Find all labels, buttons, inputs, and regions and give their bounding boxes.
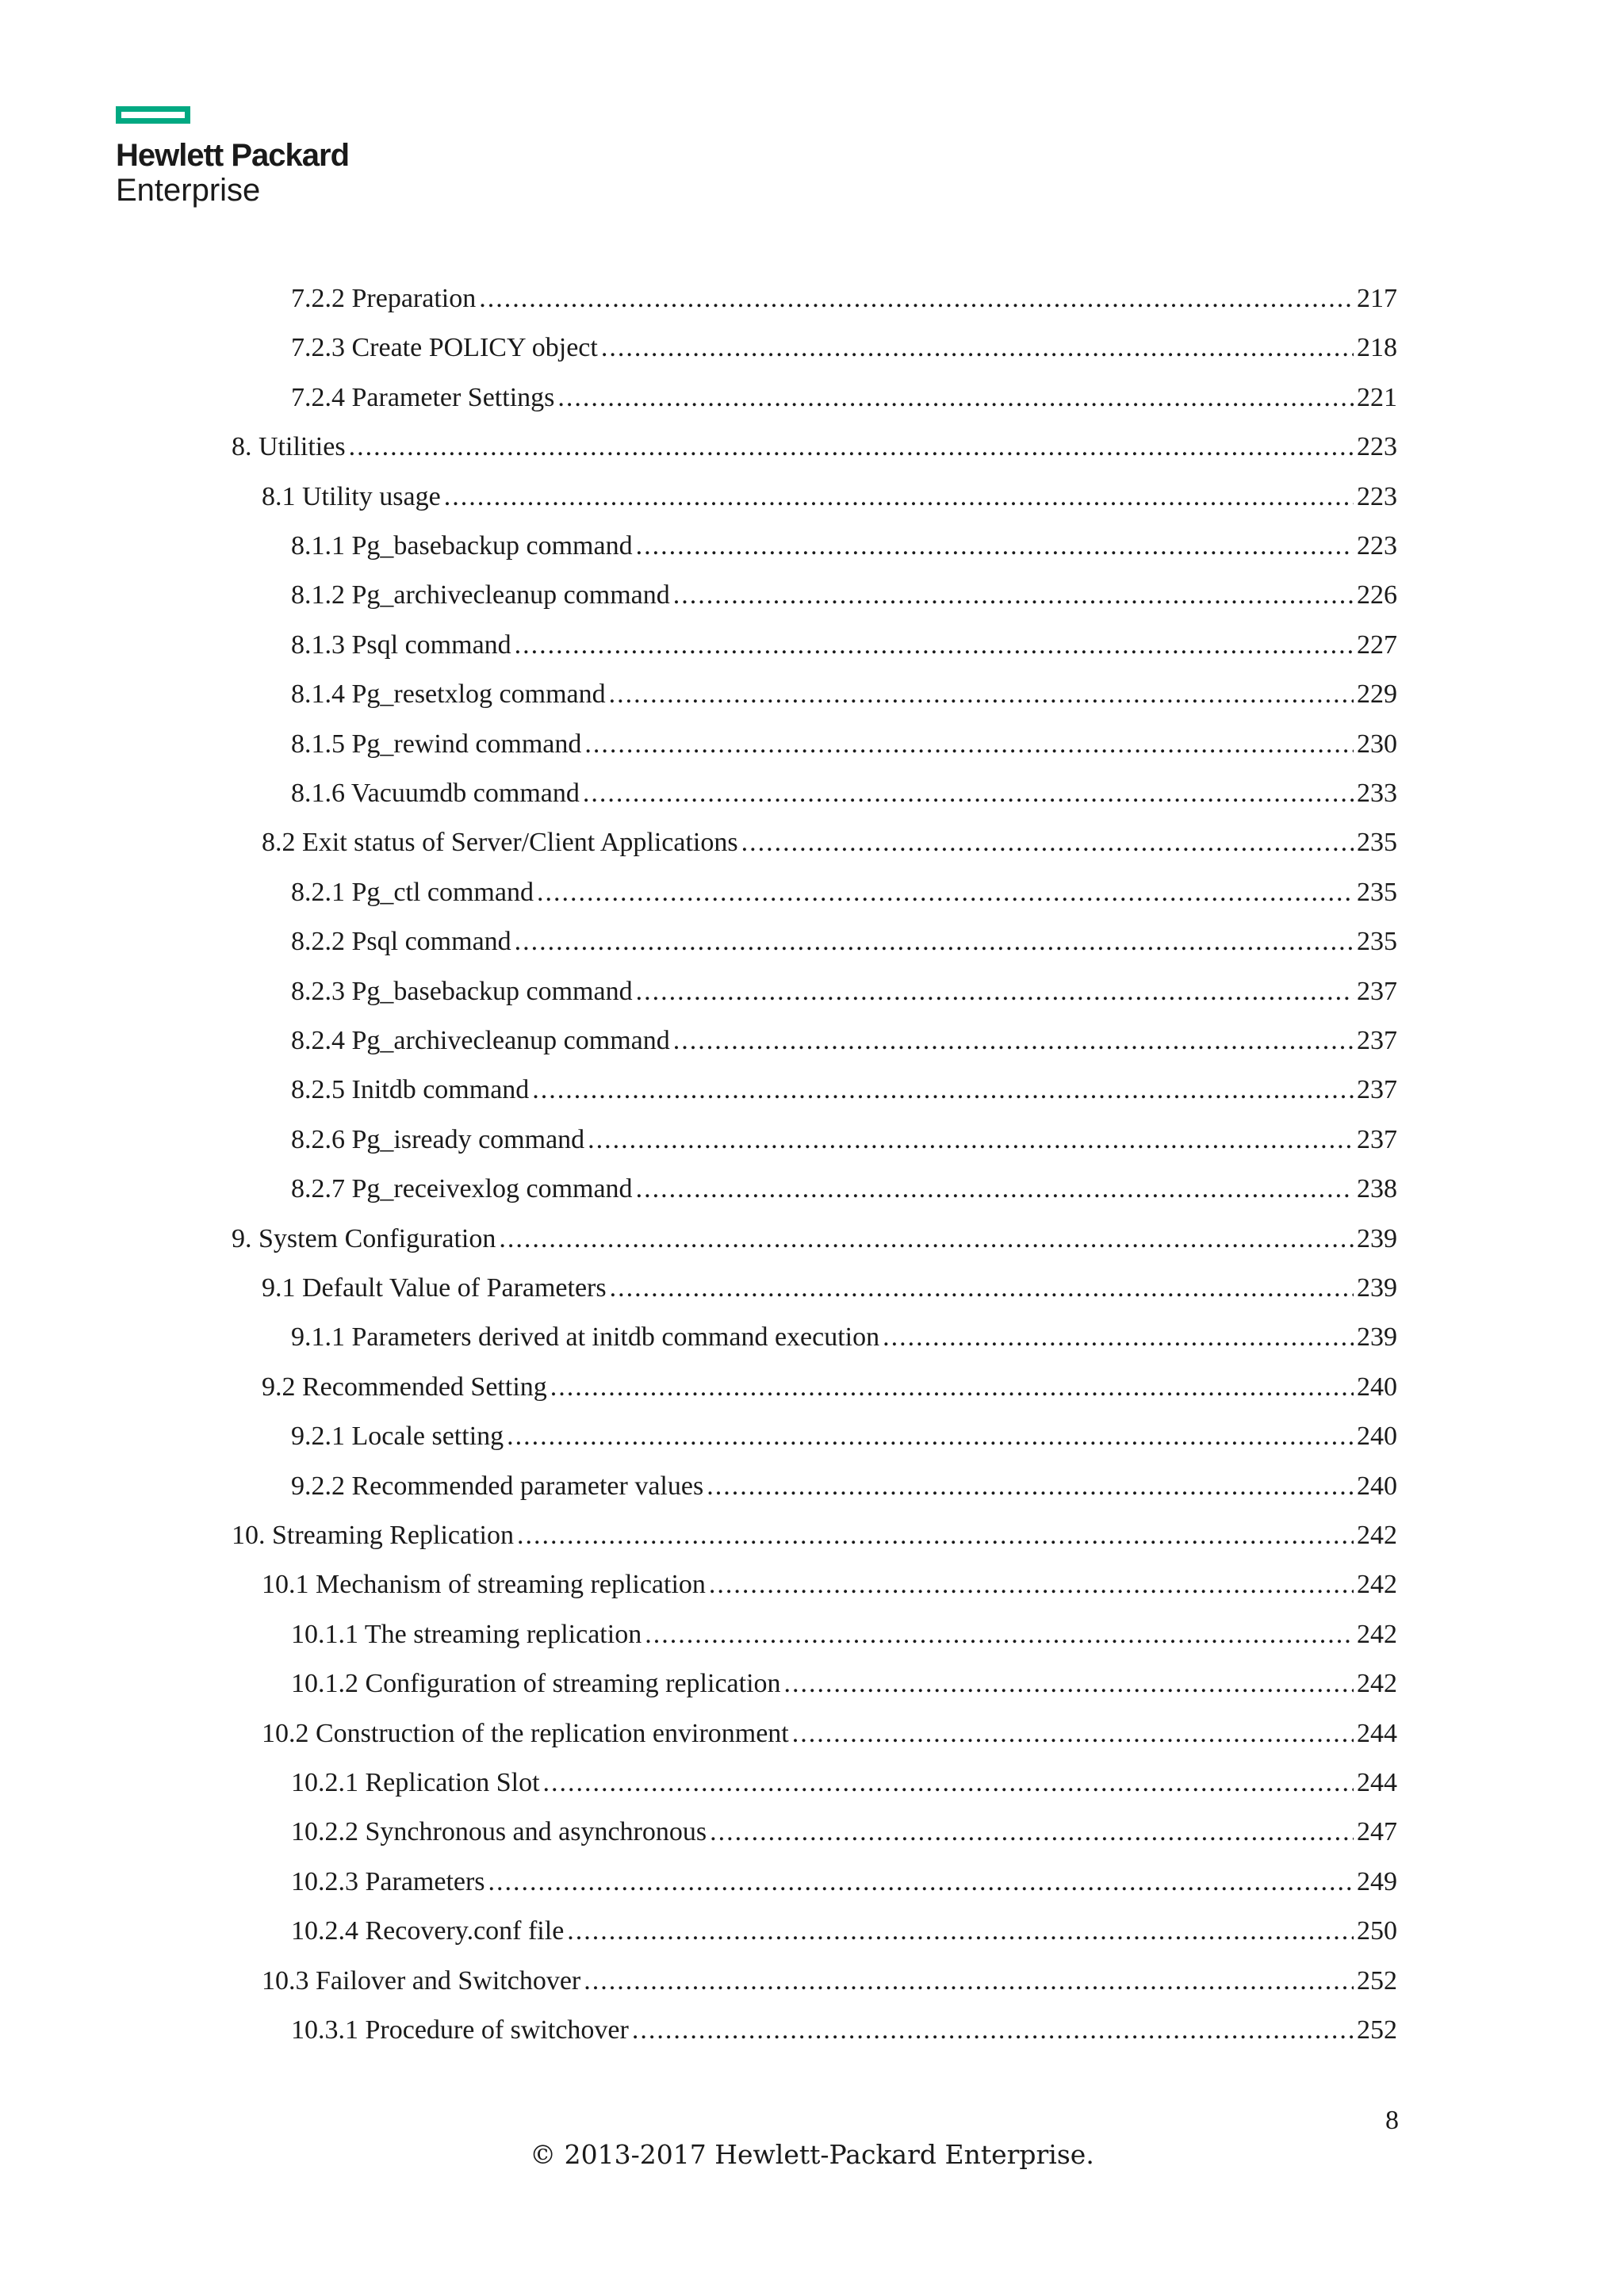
toc-dot-leader: [584, 720, 1354, 769]
toc-entry-page: 240: [1357, 1372, 1397, 1402]
toc-entry-page: 239: [1357, 1224, 1397, 1253]
toc-entry-page: 247: [1357, 1817, 1397, 1846]
toc-dot-leader: [507, 1412, 1354, 1461]
toc-entry-page: 237: [1357, 1075, 1397, 1104]
copyright-notice: © 2013-2017 Hewlett-Packard Enterprise.: [530, 2139, 1094, 2170]
toc-entry[interactable]: [232, 423, 1397, 472]
toc-entry-title: 10.2.2 Synchronous and asynchronous: [291, 1817, 707, 1846]
toc-entry-title: 8.2.2 Psql command: [291, 927, 511, 956]
toc-entry-page: 223: [1357, 432, 1397, 461]
toc-entry-page: 252: [1357, 2015, 1397, 2045]
toc-entry-page: 237: [1357, 977, 1397, 1006]
toc-entry[interactable]: [262, 1957, 1397, 2006]
toc-entry-page: 218: [1357, 333, 1397, 362]
toc-entry-title: 10.3.1 Procedure of switchover: [291, 2015, 629, 2045]
toc-entry-title: 8.2.3 Pg_basebackup command: [291, 977, 633, 1006]
toc-entry-page: 229: [1357, 679, 1397, 709]
toc-entry[interactable]: [291, 1016, 1397, 1066]
toc-entry-page: 240: [1357, 1471, 1397, 1501]
toc-entry-page: 230: [1357, 729, 1397, 759]
toc-entry[interactable]: [291, 621, 1397, 670]
toc-entry-title: 10.2.4 Recovery.conf file: [291, 1916, 565, 1946]
company-logo: [116, 106, 349, 208]
toc-entry[interactable]: [291, 2006, 1397, 2055]
toc-entry-title: 10.2.1 Replication Slot: [291, 1768, 540, 1797]
toc-entry-title: 10.1 Mechanism of streaming replication: [262, 1570, 706, 1599]
toc-entry-title: 8.1.2 Pg_archivecleanup command: [291, 580, 670, 610]
toc-dot-leader: [532, 1066, 1354, 1115]
toc-entry-page: 249: [1357, 1867, 1397, 1896]
toc-entry[interactable]: [291, 274, 1397, 323]
toc-dot-leader: [349, 423, 1354, 472]
toc-dot-leader: [709, 1560, 1354, 1609]
toc-dot-leader: [488, 1858, 1354, 1907]
toc-entry[interactable]: [291, 670, 1397, 719]
toc-entry[interactable]: [291, 967, 1397, 1016]
toc-entry-page: 242: [1357, 1570, 1397, 1599]
toc-dot-leader: [588, 1115, 1354, 1165]
toc-dot-leader: [710, 1808, 1354, 1857]
toc-entry[interactable]: [291, 522, 1397, 571]
toc-entry-title: 10.1.2 Configuration of streaming replication: [291, 1669, 781, 1698]
toc-entry[interactable]: [291, 1758, 1397, 1808]
toc-entry-title: 9.2.1 Locale setting: [291, 1422, 504, 1451]
toc-entry[interactable]: [262, 1709, 1397, 1758]
toc-dot-leader: [515, 621, 1354, 670]
toc-entry[interactable]: [291, 1858, 1397, 1907]
toc-entry-page: 226: [1357, 580, 1397, 610]
toc-entry[interactable]: [262, 473, 1397, 522]
toc-entry[interactable]: [291, 1066, 1397, 1115]
toc-entry-page: 235: [1357, 828, 1397, 857]
toc-entry-page: 250: [1357, 1916, 1397, 1946]
toc-entry[interactable]: [262, 1264, 1397, 1313]
toc-entry-page: 223: [1357, 482, 1397, 511]
toc-entry-page: 227: [1357, 630, 1397, 660]
logo-text-line1: Hewlett Packard: [116, 138, 350, 173]
toc-dot-leader: [707, 1462, 1354, 1511]
toc-entry-title: 7.2.4 Parameter Settings: [291, 383, 555, 412]
toc-dot-leader: [645, 1610, 1354, 1659]
toc-entry-title: 8. Utilities: [232, 432, 346, 461]
toc-dot-leader: [543, 1758, 1354, 1808]
toc-dot-leader: [632, 2006, 1354, 2055]
toc-entry[interactable]: [291, 571, 1397, 620]
toc-entry[interactable]: [291, 868, 1397, 917]
toc-dot-leader: [567, 1907, 1354, 1956]
toc-entry-title: 8.2.6 Pg_isready command: [291, 1125, 585, 1154]
toc-entry[interactable]: [291, 1659, 1397, 1709]
toc-entry-page: 239: [1357, 1273, 1397, 1303]
toc-entry-page: 244: [1357, 1719, 1397, 1748]
toc-entry[interactable]: [291, 1610, 1397, 1659]
toc-dot-leader: [583, 769, 1354, 818]
toc-entry-title: 8.2.4 Pg_archivecleanup command: [291, 1026, 670, 1055]
toc-entry[interactable]: [262, 818, 1397, 867]
toc-entry-page: 239: [1357, 1322, 1397, 1352]
toc-dot-leader: [636, 967, 1354, 1016]
toc-entry[interactable]: [291, 917, 1397, 966]
toc-entry[interactable]: [291, 769, 1397, 818]
toc-dot-leader: [537, 868, 1354, 917]
toc-dot-leader: [550, 1363, 1354, 1412]
toc-entry[interactable]: [291, 1462, 1397, 1511]
toc-dot-leader: [636, 1165, 1354, 1214]
toc-entry-title: 10.2 Construction of the replication environment: [262, 1719, 789, 1748]
toc-entry-title: 8.1.4 Pg_resetxlog command: [291, 679, 606, 709]
toc-entry-title: 8.2.5 Initdb command: [291, 1075, 530, 1104]
toc-entry[interactable]: [291, 1907, 1397, 1956]
toc-entry-title: 10.3 Failover and Switchover: [262, 1966, 581, 1996]
toc-entry[interactable]: [291, 1115, 1397, 1165]
toc-dot-leader: [479, 274, 1354, 323]
toc-entry-page: 244: [1357, 1768, 1397, 1797]
page-number: 8: [1385, 2106, 1399, 2135]
toc-entry-page: 237: [1357, 1125, 1397, 1154]
toc-entry[interactable]: [291, 720, 1397, 769]
toc-dot-leader: [792, 1709, 1354, 1758]
toc-entry-page: 242: [1357, 1669, 1397, 1698]
toc-entry[interactable]: [291, 373, 1397, 423]
toc-entry[interactable]: [291, 323, 1397, 373]
toc-entry-title: 10. Streaming Replication: [232, 1521, 514, 1550]
toc-dot-leader: [883, 1313, 1354, 1362]
toc-dot-leader: [609, 670, 1354, 719]
toc-entry-title: 9.1.1 Parameters derived at initdb command execution: [291, 1322, 880, 1352]
toc-dot-leader: [636, 522, 1354, 571]
toc-dot-leader: [584, 1957, 1354, 2006]
toc-entry[interactable]: [232, 1511, 1397, 1560]
toc-entry-title: 10.2.3 Parameters: [291, 1867, 485, 1896]
toc-entry-page: 252: [1357, 1966, 1397, 1996]
toc-dot-leader: [610, 1264, 1354, 1313]
toc-entry-page: 217: [1357, 284, 1397, 313]
toc-entry[interactable]: [262, 1363, 1397, 1412]
toc-entry[interactable]: [291, 1412, 1397, 1461]
toc-entry[interactable]: [232, 1215, 1397, 1264]
toc-entry-title: 8.1.1 Pg_basebackup command: [291, 531, 633, 561]
toc-entry-page: 242: [1357, 1521, 1397, 1550]
logo-bar-icon: [116, 106, 190, 124]
toc-entry-title: 8.1.5 Pg_rewind command: [291, 729, 582, 759]
toc-entry-title: 8.1.6 Vacuumdb command: [291, 779, 580, 808]
toc-dot-leader: [673, 1016, 1354, 1066]
toc-entry-title: 9. System Configuration: [232, 1224, 496, 1253]
toc-dot-leader: [444, 473, 1354, 522]
toc-entry-page: 242: [1357, 1620, 1397, 1649]
logo-text-line2: Enterprise: [116, 173, 261, 208]
toc-entry-title: 8.2.7 Pg_receivexlog command: [291, 1174, 633, 1203]
toc-entry-title: 9.2.2 Recommended parameter values: [291, 1471, 704, 1501]
toc-entry[interactable]: [291, 1313, 1397, 1362]
toc-entry-page: 238: [1357, 1174, 1397, 1203]
toc-entry-title: 8.2 Exit status of Server/Client Applications: [262, 828, 738, 857]
toc-entry-page: 240: [1357, 1422, 1397, 1451]
toc-entry-page: 235: [1357, 878, 1397, 907]
toc-entry-title: 8.1 Utility usage: [262, 482, 441, 511]
toc-entry-title: 10.1.1 The streaming replication: [291, 1620, 642, 1649]
toc-entry-page: 223: [1357, 531, 1397, 561]
toc-entry[interactable]: [291, 1808, 1397, 1857]
toc-entry-title: 9.1 Default Value of Parameters: [262, 1273, 607, 1303]
toc-entry-title: 8.2.1 Pg_ctl command: [291, 878, 534, 907]
toc-entry[interactable]: [262, 1560, 1397, 1609]
toc-entry-page: 235: [1357, 927, 1397, 956]
toc-entry[interactable]: [291, 1165, 1397, 1214]
toc-entry-page: 237: [1357, 1026, 1397, 1055]
toc-dot-leader: [741, 818, 1354, 867]
toc-entry-title: 7.2.2 Preparation: [291, 284, 477, 313]
toc-dot-leader: [517, 1511, 1354, 1560]
toc-entry-title: 7.2.3 Create POLICY object: [291, 333, 598, 362]
toc-dot-leader: [515, 917, 1354, 966]
toc-entry-page: 233: [1357, 779, 1397, 808]
toc-dot-leader: [499, 1215, 1354, 1264]
toc-dot-leader: [601, 323, 1354, 373]
toc-dot-leader: [784, 1659, 1354, 1709]
toc-entry-page: 221: [1357, 383, 1397, 412]
toc-entry-title: 9.2 Recommended Setting: [262, 1372, 547, 1402]
toc-entry-title: 8.1.3 Psql command: [291, 630, 511, 660]
toc-dot-leader: [673, 571, 1354, 620]
toc-dot-leader: [557, 373, 1354, 423]
